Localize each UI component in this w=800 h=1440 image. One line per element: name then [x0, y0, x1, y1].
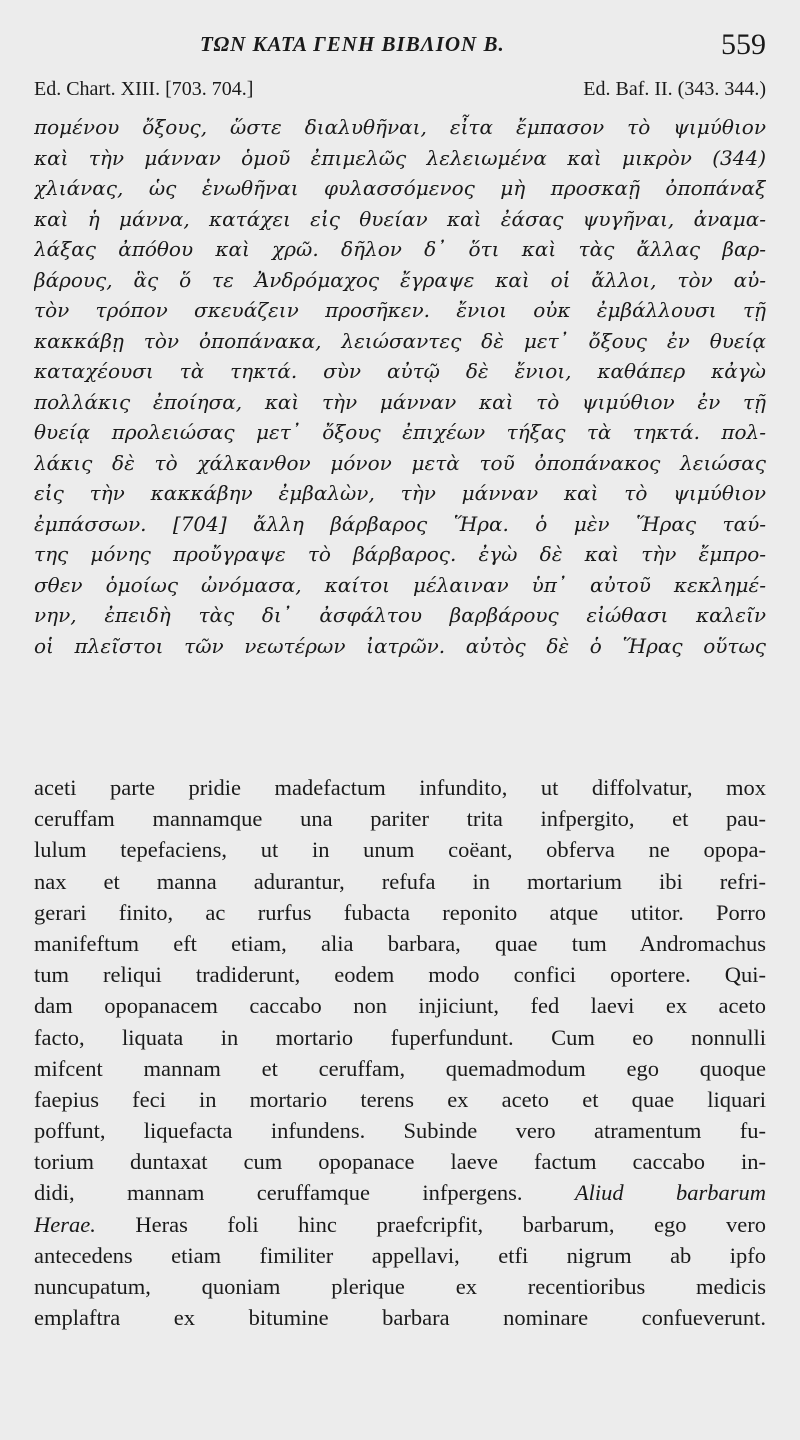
- greek-text-line: καὶ τὴν μάνναν ὁμοῦ ἐπιμελῶς λελειωμένα καὶ μικρὸν (344): [34, 145, 766, 170]
- latin-text-line: antecedens etiam fimiliter appellavi, etfi nigrum ab ipfo: [34, 1242, 766, 1268]
- greek-text-line: ἐμπάσσων. [704] ἄλλη βάρβαρος Ἥρα. ὁ μὲν Ἥρας ταύ-: [34, 511, 766, 536]
- latin-text-line: faepius feci in mortario terens ex aceto et quae liquari: [34, 1086, 766, 1112]
- greek-text-line: καταχέουσι τὰ τηκτά. σὺν αὐτῷ δὲ ἔνιοι, καθάπερ κἀγὼ: [34, 359, 766, 383]
- latin-text-line: didi, mannam ceruffamque infpergens. Aliud barbarum: [34, 1180, 766, 1206]
- greek-text-line: πολλάκις ἐποίησα, καὶ τὴν μάνναν καὶ τὸ ψιμύθιον ἐν τῇ: [34, 389, 766, 414]
- greek-text-line: λάκις δὲ τὸ χάλκανθον μόνον μετὰ τοῦ ὀποπάνακος λειώσας: [34, 450, 766, 475]
- greek-text-block: [34, 112, 766, 661]
- latin-text-line: gerari finito, ac rurfus fubacta reponito atque utitor. Porro: [34, 899, 766, 925]
- latin-text-line: mifcent mannam et ceruffam, quemadmodum ego quoque: [34, 1055, 766, 1081]
- edition-basel: Ed. Baf. II. (343. 344.): [583, 78, 766, 100]
- edition-reference-line: [34, 78, 766, 106]
- latin-text-block: [34, 772, 766, 1333]
- latin-text-line: torium duntaxat cum opopanace laeve factum caccabo in-: [34, 1149, 766, 1175]
- latin-text-line: tum reliqui tradiderunt, eodem modo confici oportere. Qui-: [34, 962, 766, 988]
- latin-text-line: dam opopanacem caccabo non injiciunt, fed laevi ex aceto: [34, 993, 766, 1019]
- greek-text-line: χλιάνας, ὡς ἑνωθῆναι φυλασσόμενος μὴ προσκαῇ ὀποπάναξ: [34, 176, 766, 200]
- latin-text-line: manifeftum eft etiam, alia barbara, quae tum Andromachus: [34, 930, 766, 956]
- greek-text-line: οἱ πλεῖστοι τῶν νεωτέρων ἰατρῶν. αὐτὸς δὲ ὁ Ἥρας οὕτως: [34, 633, 766, 658]
- latin-text-line: aceti parte pridie madefactum infundito, ut diffolvatur, mox: [34, 775, 766, 800]
- greek-text-line: νην, ἐπειδὴ τὰς δι᾽ ἀσφάλτου βαρβάρους εἰώθασι καλεῖν: [34, 603, 766, 627]
- greek-text-line: λάξας ἀπόθου καὶ χρῶ. δῆλον δ᾽ ὅτι καὶ τὰς ἄλλας βαρ-: [34, 237, 766, 261]
- latin-text-line: lulum tepefaciens, ut in unum coëant, obferva ne opopa-: [34, 837, 766, 863]
- greek-text-line: βάρους, ἃς ὅ τε Ἀνδρόμαχος ἔγραψε καὶ οἱ ἄλλοι, τὸν αὐ-: [34, 267, 766, 292]
- running-title: ΤΩΝ ΚΑΤΑ ΓΕΝΗ ΒΙΒΛΙΟΝ Β.: [200, 32, 505, 56]
- latin-text-line: poffunt, liquefacta infundens. Subinde vero atramentum fu-: [34, 1118, 766, 1144]
- latin-text-line: facto, liquata in mortario fuperfundunt. Cum eo nonnulli: [34, 1024, 766, 1050]
- page-number: 559: [721, 28, 766, 61]
- greek-text-line: πομένου ὄξους, ὥστε διαλυθῆναι, εἶτα ἔμπασον τὸ ψιμύθιον: [34, 115, 766, 139]
- edition-chartier: Ed. Chart. XIII. [703. 704.]: [34, 78, 254, 100]
- latin-text-line: nuncupatum, quoniam plerique ex recentioribus medicis: [34, 1274, 766, 1299]
- greek-text-line: της μόνης προὔγραψε τὸ βάρβαρος. ἐγὼ δὲ καὶ τὴν ἔμπρο-: [34, 542, 766, 566]
- greek-text-line: θυείᾳ προλειώσας μετ᾽ ὄξους ἐπιχέων τήξας τὰ τηκτά. πολ-: [34, 420, 766, 444]
- greek-text-line: σθεν ὁμοίως ὠνόμασα, καίτοι μέλαιναν ὑπ᾽ αὐτοῦ κεκλημέ-: [34, 572, 766, 597]
- latin-text-line: emplaftra ex bitumine barbara nominare confueverunt.: [34, 1305, 766, 1331]
- greek-text-line: εἰς τὴν κακκάβην ἐμβαλὼν, τὴν μάνναν καὶ τὸ ψιμύθιον: [34, 481, 766, 505]
- latin-text-line: Herae. Heras foli hinc praefcripfit, barbarum, ego vero: [34, 1211, 766, 1237]
- running-head: [0, 28, 800, 68]
- latin-text-line: ceruffam mannamque una pariter trita infpergito, et pau-: [34, 806, 766, 832]
- greek-text-line: καὶ ἡ μάννα, κατάχει εἰς θυείαν καὶ ἐάσας ψυγῆναι, ἀναμα-: [34, 206, 766, 231]
- latin-text-line: nax et manna adurantur, refufa in mortarium ibi refri-: [34, 868, 766, 894]
- greek-text-line: τὸν τρόπον σκευάζειν προσῆκεν. ἔνιοι οὐκ ἐμβάλλουσι τῇ: [34, 298, 766, 322]
- greek-text-line: κακκάβῃ τὸν ὀποπάνακα, λειώσαντες δὲ μετ᾽ ὄξους ἐν θυείᾳ: [34, 328, 766, 353]
